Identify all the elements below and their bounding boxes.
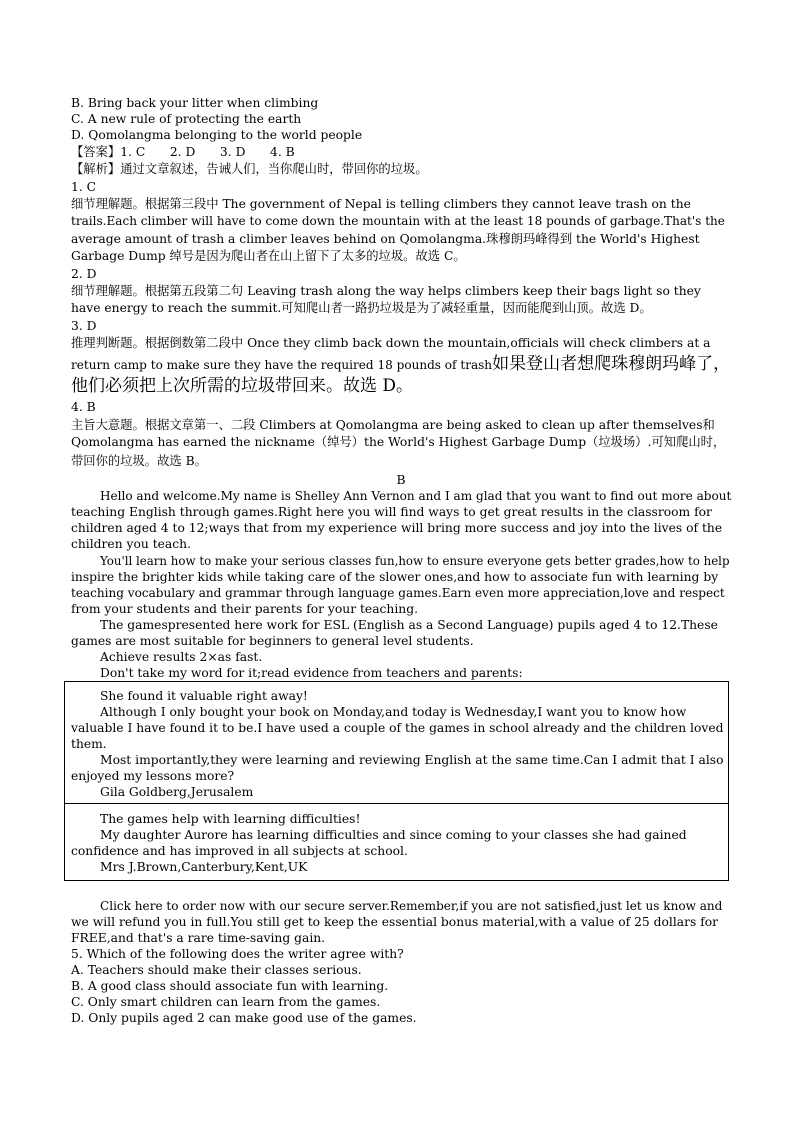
question-5-option-b: B. A good class should associate fun with learning. bbox=[71, 979, 389, 993]
testimonial-1-line: valuable I have found it to be.I have used a couple of the games in school already and the children loved bbox=[71, 721, 724, 735]
testimonial-1-line: Most importantly,they were learning and reviewing English at the same time.Can I admit that I also bbox=[100, 753, 724, 767]
closing-line: we will refund you in full.You still get to keep the essential bonus material,with a value of 25 dollars for bbox=[71, 915, 719, 929]
analysis-2-line: 细节理解题。根据第五段第二句 Leaving trash along the way helps climbers keep their bags light so they bbox=[71, 284, 701, 298]
analysis-4-line: Qomolangma has earned the nickname（绰号）the World's Highest Garbage Dump（垃圾场）.可知爬山时， bbox=[71, 435, 726, 449]
analysis-1-number: 1. C bbox=[71, 180, 97, 194]
analysis-3-number: 3. D bbox=[71, 319, 97, 333]
testimonial-1-line: Although I only bought your book on Monday,and today is Wednesday,I want you to know how bbox=[100, 705, 687, 719]
analysis-1-line: average amount of trash a climber leaves behind on Qomolangma.珠穆朗玛峰得到 the World's Highest bbox=[71, 232, 700, 246]
q4-option-b: B. Bring back your litter when climbing bbox=[71, 96, 319, 110]
testimonial-2-author: Mrs J.Brown,Canterbury,Kent,UK bbox=[100, 860, 308, 874]
analysis-3-line-mixed bbox=[71, 354, 731, 374]
analysis-2-line: have energy to reach the summit.可知爬山者一路扔垃圾是为了减轻重量，因而能爬到山顶。故选 D。 bbox=[71, 301, 652, 315]
analysis-2-number: 2. D bbox=[71, 267, 97, 281]
analysis-3-line: 推理判断题。根据倒数第二段中 Once they climb back down the mountain,officials will check climbers at a bbox=[71, 336, 711, 350]
section-heading: B bbox=[396, 473, 406, 487]
passage-line: from your students and their parents for your teaching. bbox=[71, 602, 418, 616]
question-5-option-a: A. Teachers should make their classes serious. bbox=[71, 963, 362, 977]
passage-line: The gamespresented here work for ESL (English as a Second Language) pupils aged 4 to 12.These bbox=[100, 618, 718, 632]
testimonial-2-heading: The games help with learning difficulties! bbox=[100, 812, 361, 826]
testimonial-1-line: enjoyed my lessons more? bbox=[71, 769, 235, 783]
closing-line: FREE,and that's a rare time-saving gain. bbox=[71, 931, 326, 945]
analysis-1-line: 细节理解题。根据第三段中 The government of Nepal is telling climbers they cannot leave trash on the bbox=[71, 197, 691, 211]
question-5-option-c: C. Only smart children can learn from the games. bbox=[71, 995, 381, 1009]
passage-line: teaching English through games.Right here you will find ways to get great results in the classroom for bbox=[71, 505, 712, 519]
testimonial-divider bbox=[64, 803, 729, 804]
analysis-4-line: 主旨大意题。根据文章第一、二段 Climbers at Qomolangma are being asked to clean up after themselves和 bbox=[71, 418, 715, 432]
analysis-4-line: 带回你的垃圾。故选 B。 bbox=[71, 454, 207, 468]
closing-line: Click here to order now with our secure server.Remember,if you are not satisfied,just let us know and bbox=[100, 899, 723, 913]
analysis-3-line-large: 他们必须把上次所需的垃圾带回来。故选 D。 bbox=[71, 376, 414, 396]
passage-line: Achieve results 2×as fast. bbox=[100, 650, 263, 664]
passage-line: Don't take my word for it;read evidence from teachers and parents: bbox=[100, 666, 523, 680]
passage-line: Hello and welcome.My name is Shelley Ann Vernon and I am glad that you want to find out more about bbox=[100, 489, 732, 503]
testimonial-1-heading: She found it valuable right away! bbox=[100, 689, 308, 703]
analysis-intro: 【解析】通过文章叙述，告诫人们，当你爬山时，带回你的垃圾。 bbox=[71, 162, 428, 176]
testimonial-2-line: confidence and has improved in all subjects at school. bbox=[71, 844, 408, 858]
question-5-option-d: D. Only pupils aged 2 can make good use of the games. bbox=[71, 1011, 417, 1025]
testimonial-1-line: them. bbox=[71, 737, 107, 751]
passage-line: games are most suitable for beginners to general level students. bbox=[71, 634, 474, 648]
question-5-stem: 5. Which of the following does the writer agree with? bbox=[71, 947, 404, 961]
analysis-4-number: 4. B bbox=[71, 400, 96, 414]
analysis-3-english: return camp to make sure they have the required 18 pounds of trash bbox=[71, 358, 493, 372]
passage-line: inspire the brighter kids while taking care of the slower ones,and how to associate fun with learning by bbox=[71, 570, 719, 584]
testimonial-2-line: My daughter Aurore has learning difficulties and since coming to your classes she had gained bbox=[100, 828, 687, 842]
answer-key: 【答案】1. C 2. D 3. D 4. B bbox=[71, 145, 295, 159]
q4-option-d: D. Qomolangma belonging to the world people bbox=[71, 128, 363, 142]
passage-line: You'll learn how to make your serious classes fun,how to ensure everyone gets better grades,how to help bbox=[100, 554, 730, 568]
q4-option-c: C. A new rule of protecting the earth bbox=[71, 112, 302, 126]
passage-line: teaching vocabulary and grammar through language games.Earn even more appreciation,love and respect bbox=[71, 586, 725, 600]
testimonial-1-author: Gila Goldberg,Jerusalem bbox=[100, 785, 254, 799]
analysis-1-line: Garbage Dump 绰号是因为爬山者在山上留下了太多的垃圾。故选 C。 bbox=[71, 249, 466, 263]
passage-line: children you teach. bbox=[71, 537, 191, 551]
passage-line: children aged 4 to 12;ways that from my experience will bring more success and joy into the lives of the bbox=[71, 521, 723, 535]
analysis-3-chinese-large: 如果登山者想爬珠穆朗玛峰了， bbox=[492, 354, 731, 374]
analysis-1-line: trails.Each climber will have to come down the mountain with at the least 18 pounds of garbage.That's the bbox=[71, 214, 725, 228]
